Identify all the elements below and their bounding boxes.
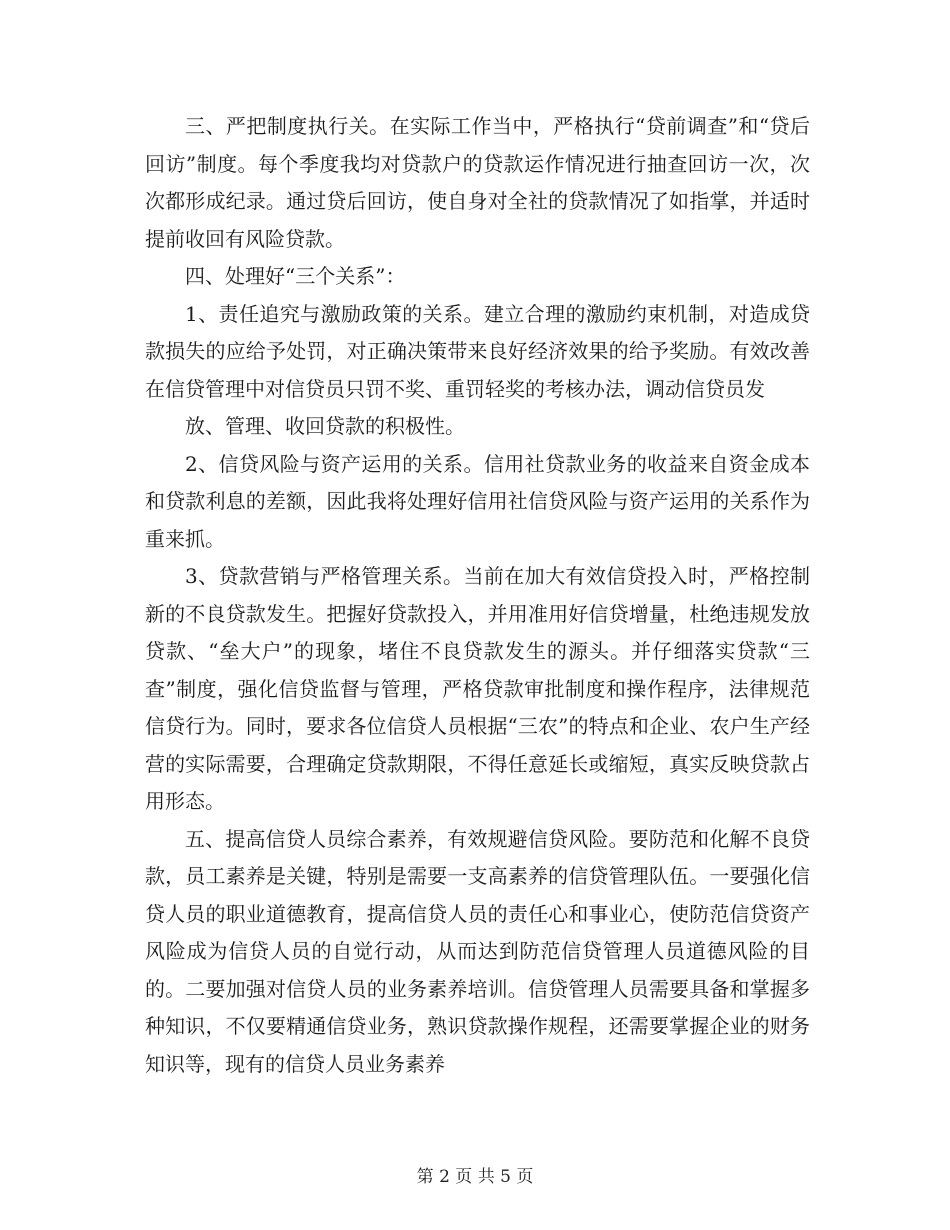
paragraph-section-3: 三、严把制度执行关。在实际工作当中，严格执行“贷前调查”和“贷后回访”制度。每个季度我均对贷款户的贷款运作情况进行抽查回访一次，次次都形成纪录。通过贷后回访，使自身对全社的贷款情况了如指掌，并适时提前收回有风险贷款。	[145, 114, 810, 251]
paragraph-item-1-continued: 放、管理、收回贷款的积极性。	[185, 414, 465, 438]
document-body	[145, 108, 810, 1083]
paragraph-item-2: 2、信贷风险与资产运用的关系。信用社贷款业务的收益来自资金成本和贷款利息的差额，因此我将处理好信用社信贷风险与资产运用的关系作为重来抓。	[145, 451, 810, 551]
page-number-footer: 第 2 页 共 5 页	[416, 1167, 534, 1187]
paragraph-section-4-heading: 四、处理好“三个关系”：	[185, 264, 406, 288]
paragraph-item-3: 3、贷款营销与严格管理关系。当前在加大有效信贷投入时，严格控制新的不良贷款发生。把握好贷款投入，并用准用好信贷增量，杜绝违规发放贷款、“垒大户”的现象，堵住不良贷款发生的源头。并仔细落实贷款“三查”制度，强化信贷监督与管理，严格贷款审批制度和操作程序，法律规范信贷行为。同时，要求各位信贷人员根据“三农”的特点和企业、农户生产经营的实际需要，合理确定贷款期限，不得任意延长或缩短，真实反映贷款占用形态。	[145, 564, 810, 813]
paragraph-item-1: 1、责任追究与激励政策的关系。建立合理的激励约束机制，对造成贷款损失的应给予处罚，对正确决策带来良好经济效果的给予奖励。有效改善在信贷管理中对信贷员只罚不奖、重罚轻奖的考核办法，调动信贷员发	[145, 301, 810, 401]
paragraph-section-5: 五、提高信贷人员综合素养，有效规避信贷风险。要防范和化解不良贷款，员工素养是关键，特别是需要一支高素养的信贷管理队伍。一要强化信贷人员的职业道德教育，提高信贷人员的责任心和事业心，使防范信贷资产风险成为信贷人员的自觉行动，从而达到防范信贷管理人员道德风险的目的。二要加强对信贷人员的业务素养培训。信贷管理人员需要具备和掌握多种知识，不仅要精通信贷业务，熟识贷款操作规程，还需要掌握企业的财务知识等，现有的信贷人员业务素养	[145, 826, 810, 1076]
